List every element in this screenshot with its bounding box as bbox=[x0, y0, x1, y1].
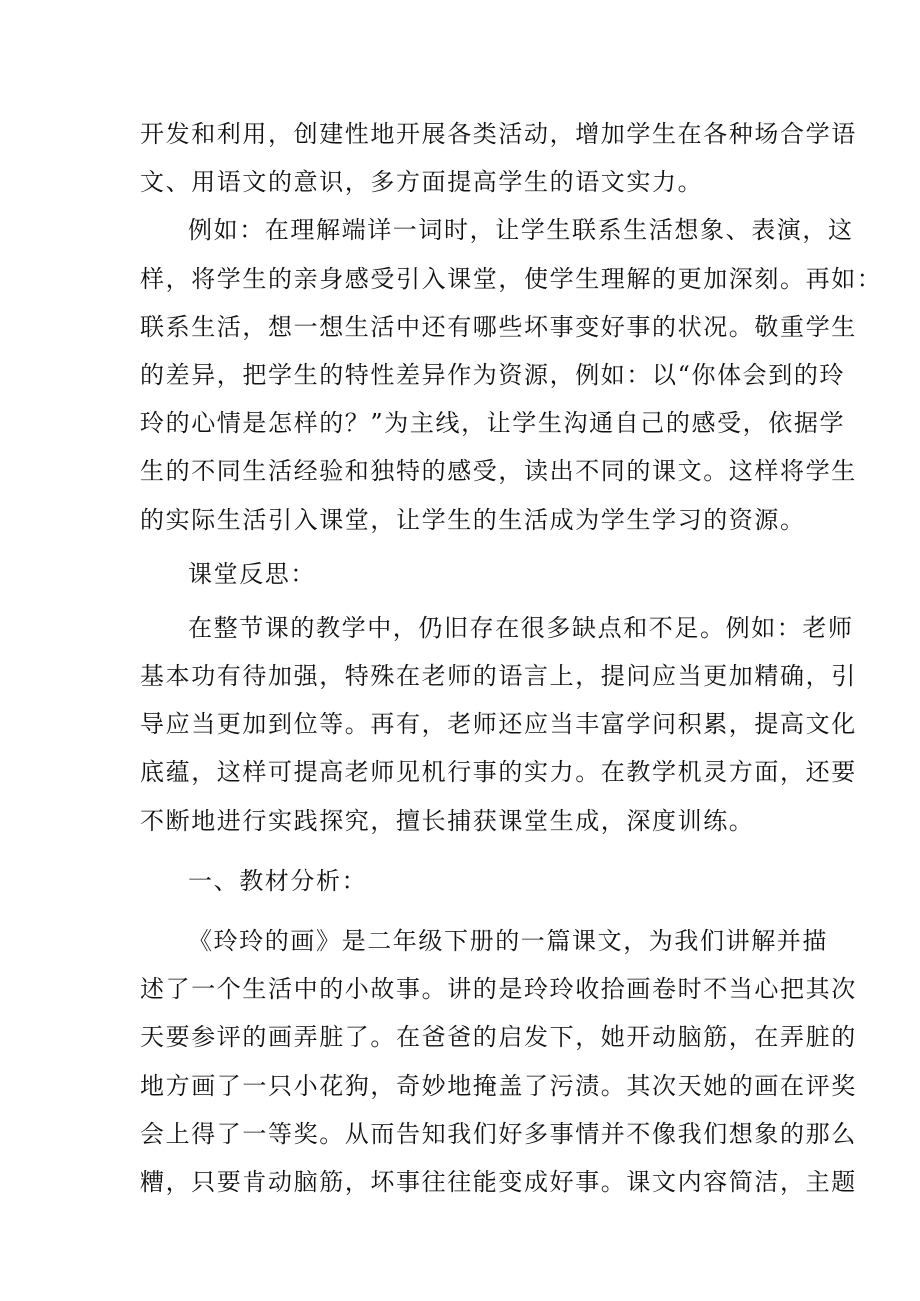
paragraph bbox=[140, 110, 857, 206]
text-line: 开发和利用，创建性地开展各类活动，增加学生在各种场合学语 bbox=[140, 120, 857, 148]
text-line: 天要参评的画弄脏了。在爸爸的启发下，她开动脑筋，在弄脏的 bbox=[140, 1023, 857, 1052]
paragraph bbox=[140, 917, 857, 1206]
text-line: 的差异，把学生的特性差异作为资源，例如：以“你体会到的玲 bbox=[140, 360, 846, 389]
text-line: 《玲玲的画》是二年级下册的一篇课文，为我们讲解并描 bbox=[188, 927, 828, 955]
paragraph bbox=[140, 206, 883, 543]
text-line: 的实际生活引入课堂，让学生的生活成为学生学习的资源。 bbox=[140, 505, 806, 534]
text-line: 样，将学生的亲身感受引入课堂，使学生理解的更加深刻。再如： bbox=[140, 264, 883, 293]
text-line: 文、用语文的意识，多方面提高学生的语文实力。 bbox=[140, 168, 704, 197]
paragraph bbox=[140, 604, 857, 845]
text-line: 底蕴，这样可提高老师见机行事的实力。在教学机灵方面，还要 bbox=[140, 758, 857, 787]
section-heading: 一、教材分析： bbox=[188, 866, 368, 895]
text-line: 导应当更加到位等。再有，老师还应当丰富学问积累，提高文化 bbox=[140, 710, 857, 739]
section-heading: 课堂反思： bbox=[188, 559, 316, 588]
text-line: 联系生活，想一想生活中还有哪些坏事变好事的状况。敬重学生 bbox=[140, 312, 857, 341]
document-body bbox=[140, 110, 883, 1206]
text-line: 不断地进行实践探究，擅长捕获课堂生成，深度训练。 bbox=[140, 806, 755, 835]
text-line: 玲的心情是怎样的？”为主线，让学生沟通自己的感受，依据学 bbox=[140, 409, 846, 438]
text-line: 基本功有待加强，特殊在老师的语言上，提问应当更加精确，引 bbox=[140, 662, 857, 691]
text-line: 例如：在理解端详一词时，让学生联系生活想象、表演，这 bbox=[188, 216, 854, 245]
text-line: 地方画了一只小花狗，奇妙地掩盖了污渍。其次天她的画在评奖 bbox=[140, 1071, 857, 1100]
text-line: 述了一个生活中的小故事。讲的是玲玲收拾画卷时不当心把其次 bbox=[140, 975, 857, 1004]
text-line: 生的不同生活经验和独特的感受，读出不同的课文。这样将学生 bbox=[140, 457, 857, 486]
text-line: 糟，只要肯动脑筋，坏事往往能变成好事。课文内容简洁，主题 bbox=[140, 1167, 857, 1196]
text-line: 在整节课的教学中，仍旧存在很多缺点和不足。例如：老师 bbox=[188, 613, 854, 642]
text-line: 会上得了一等奖。从而告知我们好多事情并不像我们想象的那么 bbox=[140, 1119, 857, 1148]
